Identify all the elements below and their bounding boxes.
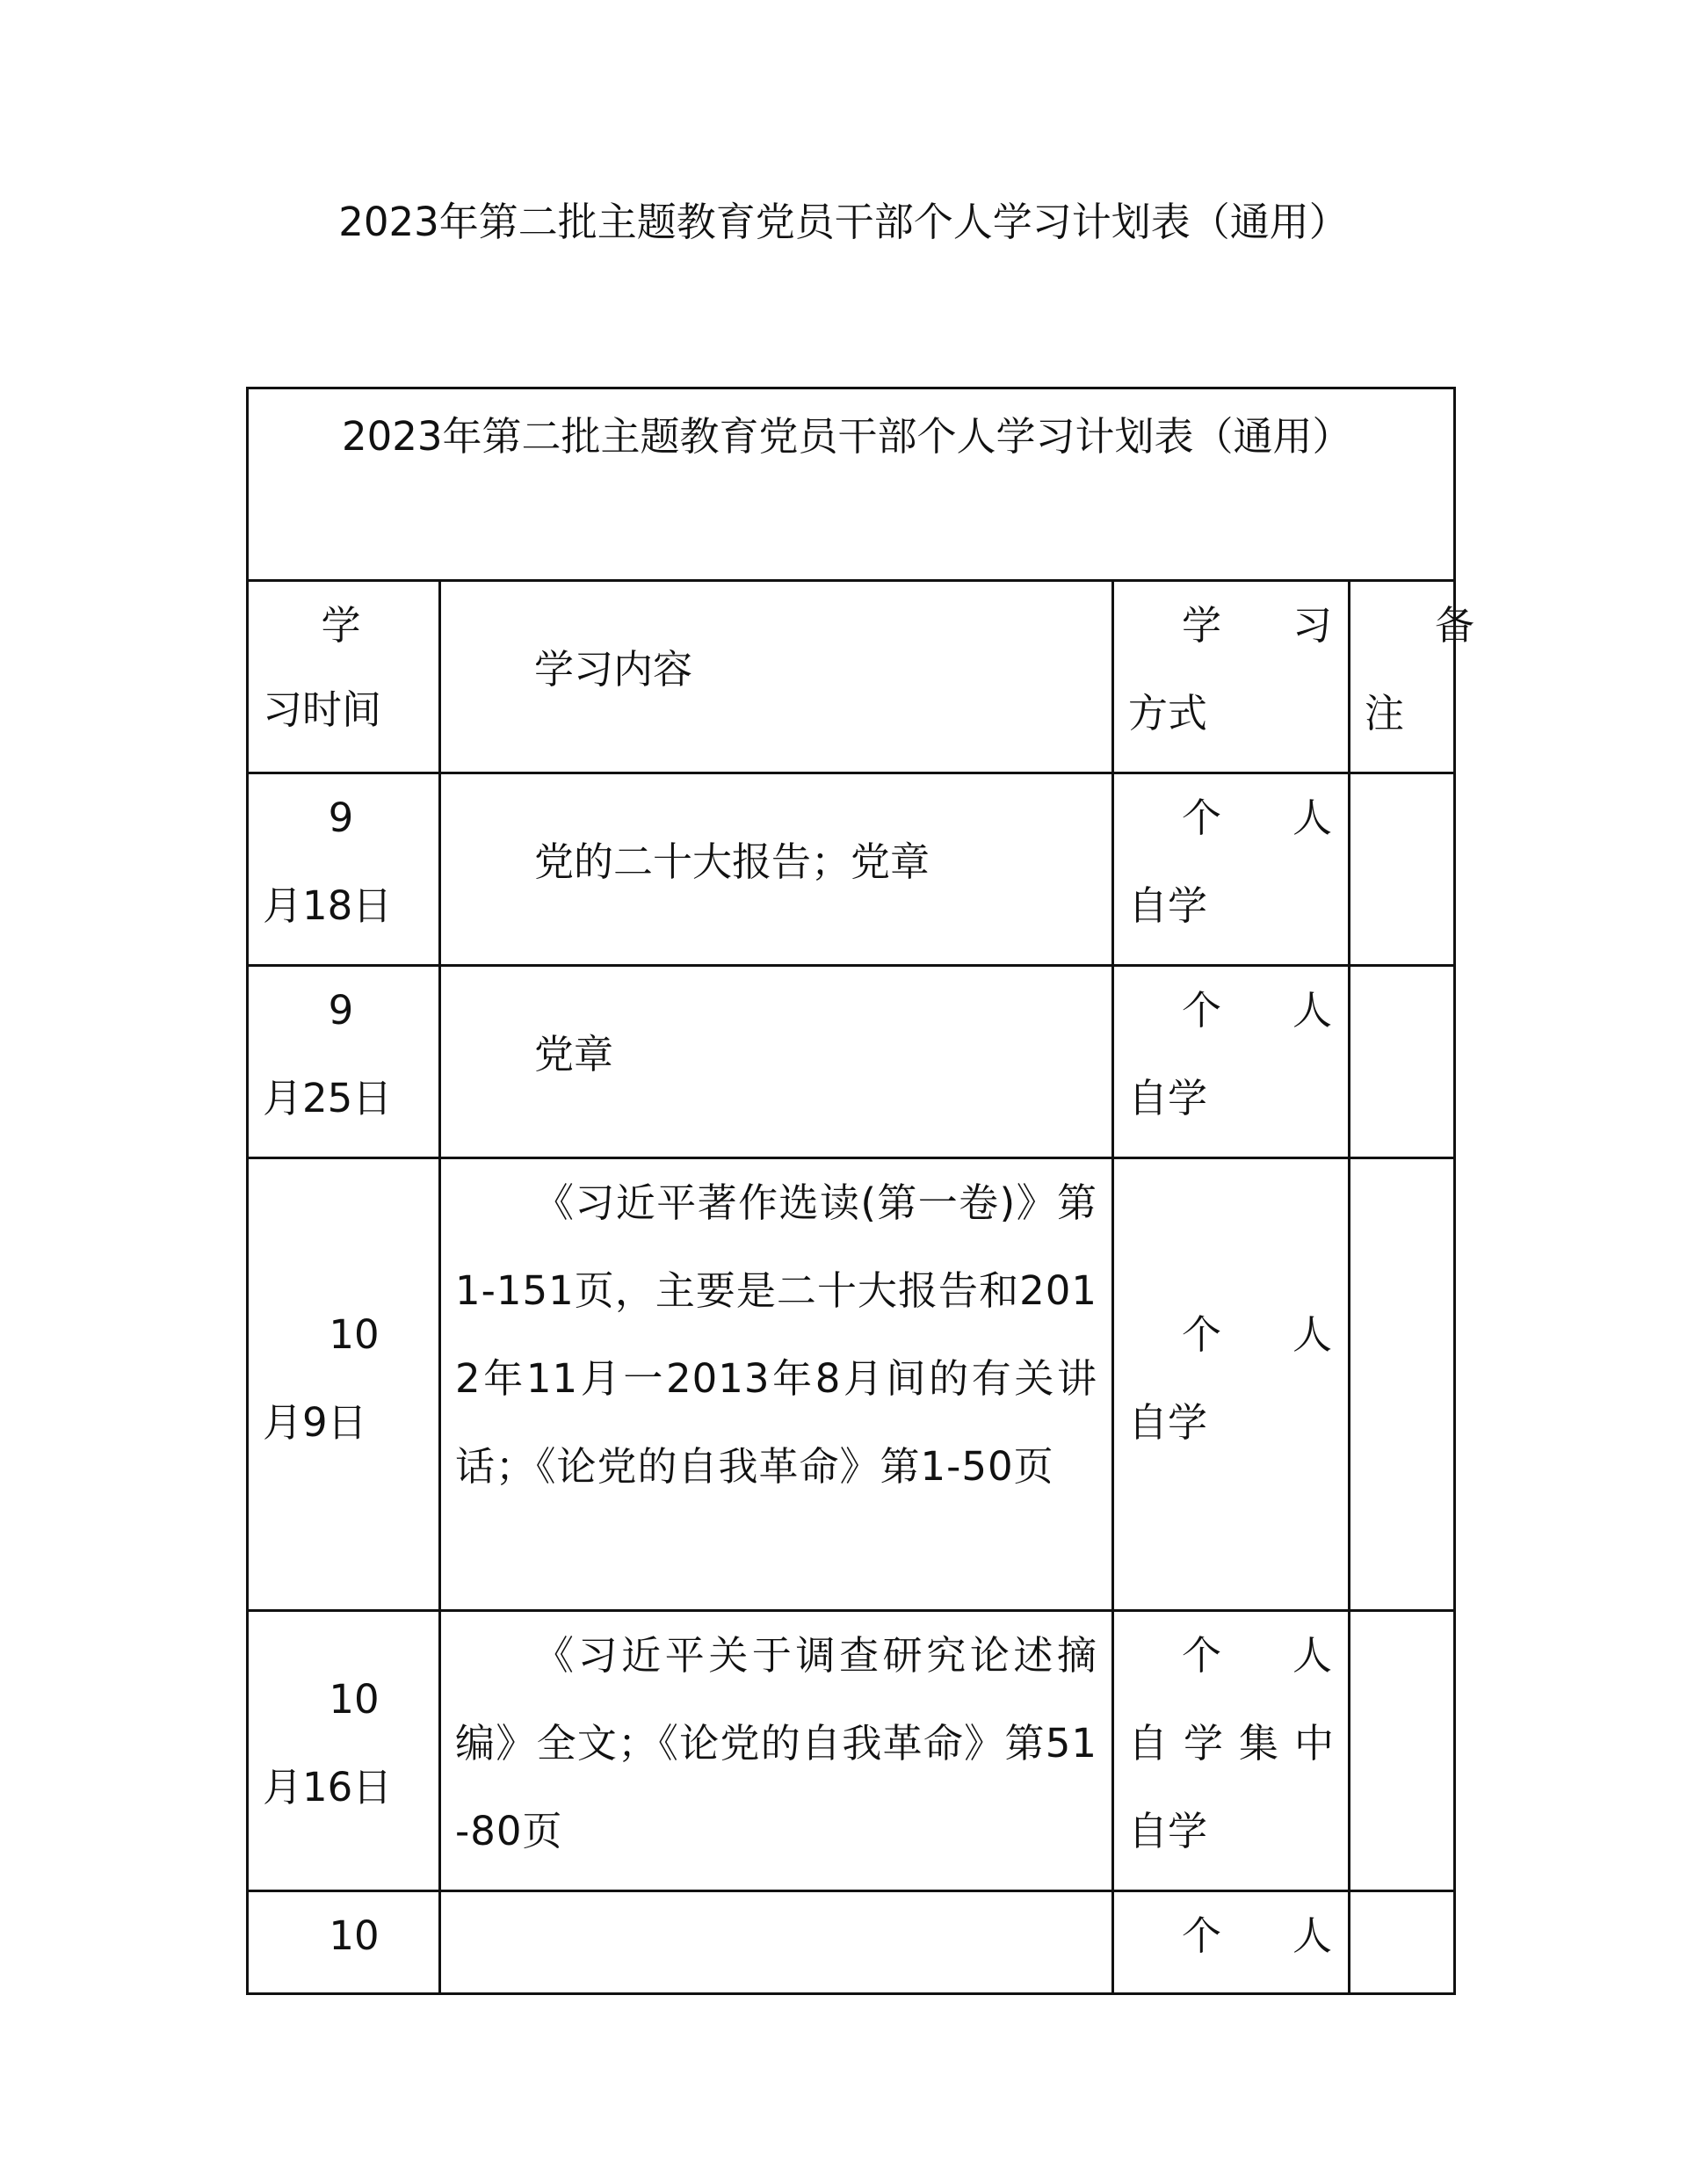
- row-date-line1: 9: [328, 987, 354, 1034]
- row-content: 《习近平关于调查研究论述摘编》全文；《论党的自我革命》第51-80页: [455, 1632, 1097, 1854]
- row-method-line2: 自学集中: [1128, 1720, 1334, 1767]
- row-method-line2: 自学: [1128, 1399, 1208, 1446]
- row-note-cell: [1350, 1158, 1455, 1611]
- header-time-line2: 习时间: [263, 686, 382, 733]
- row-note-cell: [1350, 966, 1455, 1158]
- document-title: 2023年第二批主题教育党员干部个人学习计划表（通用）: [338, 199, 1349, 245]
- row-method-line1: 个 人: [1181, 1912, 1348, 1959]
- row-content: 《习近平著作选读(第一卷)》第1-151页，主要是二十大报告和2012年11月一2013年8月间的有关讲话；《论党的自我革命》第1-50页: [455, 1179, 1097, 1490]
- study-plan-table: [246, 387, 1475, 1995]
- row-method-line1: 个 人: [1181, 1632, 1348, 1679]
- table-caption: 2023年第二批主题教育党员干部个人学习计划表（通用）: [342, 413, 1352, 460]
- row-date-cell: [248, 966, 440, 1158]
- header-time-cell: [248, 581, 440, 773]
- row-method-line1: 个 人: [1181, 795, 1348, 841]
- row-method-line2: 自学: [1128, 882, 1208, 929]
- row-method-cell: [1113, 773, 1350, 966]
- row-date-cell: [248, 1611, 440, 1891]
- header-note-line1: 备: [1435, 602, 1475, 649]
- table-row: [248, 966, 1455, 1158]
- header-content: 学习内容: [534, 646, 693, 693]
- row-date-line1: 10: [329, 1311, 380, 1358]
- row-method-line2: 自学: [1128, 1075, 1208, 1121]
- header-note-cell: [1350, 581, 1475, 773]
- row-method-cell: [1113, 1891, 1350, 1994]
- row-date-cell: [248, 1158, 440, 1611]
- row-date-line2: 月16日: [263, 1764, 393, 1810]
- row-note-cell: [1350, 1891, 1455, 1994]
- table-row: [248, 773, 1455, 966]
- row-content-cell: [440, 1611, 1113, 1891]
- header-method-cell: [1113, 581, 1350, 773]
- row-date-line2: 月18日: [263, 882, 393, 929]
- row-date-line2: 月25日: [263, 1075, 393, 1121]
- table-caption-cell: [248, 388, 1455, 581]
- row-note-cell: [1350, 1611, 1455, 1891]
- table-row: [248, 1611, 1455, 1891]
- row-method-line3: 自学: [1128, 1808, 1208, 1854]
- row-method-cell: [1113, 1158, 1350, 1611]
- table-header-row: [248, 581, 1455, 773]
- row-date-line2: 月9日: [263, 1399, 367, 1446]
- row-note-cell: [1350, 773, 1455, 966]
- row-method-line1: 个 人: [1181, 987, 1348, 1034]
- row-method-cell: [1113, 966, 1350, 1158]
- table-row: [248, 1891, 1455, 1994]
- row-content: 党的二十大报告；党章: [534, 838, 930, 885]
- row-content: 党章: [534, 1031, 614, 1077]
- row-content-cell: [440, 966, 1113, 1158]
- row-method-line1: 个 人: [1181, 1311, 1348, 1358]
- header-content-cell: [440, 581, 1113, 773]
- row-date-line1: 10: [329, 1912, 380, 1959]
- row-content-cell: [440, 1891, 1113, 1994]
- header-method-line1: 学 习: [1181, 602, 1348, 649]
- row-method-cell: [1113, 1611, 1350, 1891]
- header-time-line1: 学: [321, 602, 361, 649]
- row-date-cell: [248, 773, 440, 966]
- table-caption-row: [248, 388, 1455, 581]
- row-date-cell: [248, 1891, 440, 1994]
- row-date-line1: 10: [329, 1676, 380, 1723]
- header-note-line2: 注: [1365, 690, 1405, 736]
- row-content-cell: [440, 1158, 1113, 1611]
- header-method-line2: 方式: [1128, 690, 1208, 736]
- table-row: [248, 1158, 1455, 1611]
- row-date-line1: 9: [328, 795, 354, 841]
- row-content-cell: [440, 773, 1113, 966]
